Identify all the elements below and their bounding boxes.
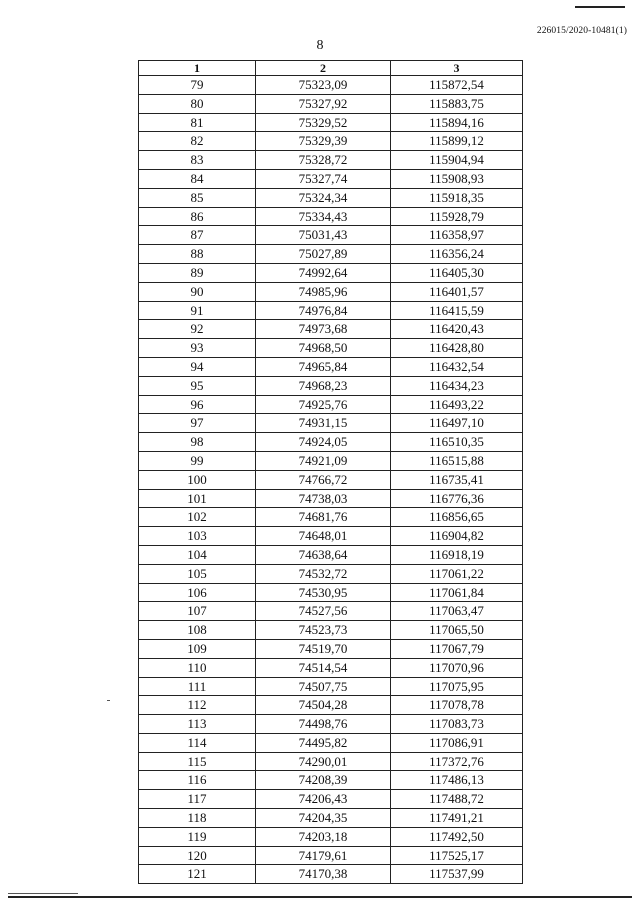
header-row bbox=[139, 61, 523, 76]
x-coordinate-cell: 74204,35 bbox=[256, 809, 391, 828]
y-coordinate-cell: 115883,75 bbox=[391, 94, 523, 113]
table-row bbox=[139, 677, 523, 696]
y-coordinate-cell: 117061,84 bbox=[391, 583, 523, 602]
x-coordinate-cell: 74992,64 bbox=[256, 263, 391, 282]
x-coordinate-cell: 74495,82 bbox=[256, 733, 391, 752]
table-row bbox=[139, 639, 523, 658]
table-row bbox=[139, 771, 523, 790]
x-coordinate-cell: 74523,73 bbox=[256, 621, 391, 640]
margin-mark bbox=[107, 700, 110, 701]
y-coordinate-cell: 116415,59 bbox=[391, 301, 523, 320]
y-coordinate-cell: 117067,79 bbox=[391, 639, 523, 658]
y-coordinate-cell: 116420,43 bbox=[391, 320, 523, 339]
x-coordinate-cell: 75327,74 bbox=[256, 169, 391, 188]
table-row bbox=[139, 809, 523, 828]
table-row bbox=[139, 339, 523, 358]
table-row bbox=[139, 470, 523, 489]
y-coordinate-cell: 117070,96 bbox=[391, 658, 523, 677]
point-number-cell: 109 bbox=[139, 639, 256, 658]
x-coordinate-cell: 74976,84 bbox=[256, 301, 391, 320]
y-coordinate-cell: 117525,17 bbox=[391, 846, 523, 865]
table-row bbox=[139, 132, 523, 151]
x-coordinate-cell: 74532,72 bbox=[256, 564, 391, 583]
table-row bbox=[139, 76, 523, 95]
point-number-cell: 116 bbox=[139, 771, 256, 790]
x-coordinate-cell: 74290,01 bbox=[256, 752, 391, 771]
point-number-cell: 120 bbox=[139, 846, 256, 865]
x-coordinate-cell: 74208,39 bbox=[256, 771, 391, 790]
point-number-cell: 96 bbox=[139, 395, 256, 414]
y-coordinate-cell: 116776,36 bbox=[391, 489, 523, 508]
point-number-cell: 79 bbox=[139, 76, 256, 95]
point-number-cell: 110 bbox=[139, 658, 256, 677]
x-coordinate-cell: 75027,89 bbox=[256, 245, 391, 264]
point-number-cell: 86 bbox=[139, 207, 256, 226]
point-number-cell: 103 bbox=[139, 527, 256, 546]
point-number-cell: 114 bbox=[139, 733, 256, 752]
y-coordinate-cell: 117486,13 bbox=[391, 771, 523, 790]
x-coordinate-cell: 74968,50 bbox=[256, 339, 391, 358]
x-coordinate-cell: 74968,23 bbox=[256, 376, 391, 395]
point-number-cell: 121 bbox=[139, 865, 256, 884]
table-header bbox=[139, 61, 523, 76]
y-coordinate-cell: 116510,35 bbox=[391, 433, 523, 452]
table-row bbox=[139, 433, 523, 452]
table-body bbox=[139, 76, 523, 884]
point-number-cell: 105 bbox=[139, 564, 256, 583]
x-coordinate-cell: 74921,09 bbox=[256, 451, 391, 470]
point-number-cell: 92 bbox=[139, 320, 256, 339]
point-number-cell: 87 bbox=[139, 226, 256, 245]
table-row bbox=[139, 489, 523, 508]
point-number-cell: 99 bbox=[139, 451, 256, 470]
table-row bbox=[139, 790, 523, 809]
y-coordinate-cell: 115904,94 bbox=[391, 151, 523, 170]
point-number-cell: 84 bbox=[139, 169, 256, 188]
point-number-cell: 100 bbox=[139, 470, 256, 489]
x-coordinate-cell: 74514,54 bbox=[256, 658, 391, 677]
point-number-cell: 113 bbox=[139, 715, 256, 734]
x-coordinate-cell: 74925,76 bbox=[256, 395, 391, 414]
point-number-cell: 117 bbox=[139, 790, 256, 809]
point-number-cell: 94 bbox=[139, 357, 256, 376]
y-coordinate-cell: 116493,22 bbox=[391, 395, 523, 414]
x-coordinate-cell: 75031,43 bbox=[256, 226, 391, 245]
point-number-cell: 112 bbox=[139, 696, 256, 715]
y-coordinate-cell: 116735,41 bbox=[391, 470, 523, 489]
table-row bbox=[139, 865, 523, 884]
y-coordinate-cell: 117063,47 bbox=[391, 602, 523, 621]
point-number-cell: 85 bbox=[139, 188, 256, 207]
point-number-cell: 81 bbox=[139, 113, 256, 132]
x-coordinate-cell: 74530,95 bbox=[256, 583, 391, 602]
table-row bbox=[139, 508, 523, 527]
point-number-cell: 101 bbox=[139, 489, 256, 508]
point-number-cell: 106 bbox=[139, 583, 256, 602]
table-row bbox=[139, 113, 523, 132]
y-coordinate-cell: 116918,19 bbox=[391, 545, 523, 564]
bottom-rule bbox=[8, 896, 632, 898]
table-row bbox=[139, 301, 523, 320]
x-coordinate-cell: 74179,61 bbox=[256, 846, 391, 865]
x-coordinate-cell: 74206,43 bbox=[256, 790, 391, 809]
y-coordinate-cell: 117537,99 bbox=[391, 865, 523, 884]
y-coordinate-cell: 116432,54 bbox=[391, 357, 523, 376]
x-coordinate-cell: 74507,75 bbox=[256, 677, 391, 696]
table-row bbox=[139, 451, 523, 470]
column-header-point: 1 bbox=[139, 61, 256, 76]
x-coordinate-cell: 74203,18 bbox=[256, 827, 391, 846]
point-number-cell: 80 bbox=[139, 94, 256, 113]
point-number-cell: 119 bbox=[139, 827, 256, 846]
table-row bbox=[139, 715, 523, 734]
table-row bbox=[139, 696, 523, 715]
point-number-cell: 104 bbox=[139, 545, 256, 564]
x-coordinate-cell: 74498,76 bbox=[256, 715, 391, 734]
point-number-cell: 102 bbox=[139, 508, 256, 527]
table-row bbox=[139, 621, 523, 640]
y-coordinate-cell: 117083,73 bbox=[391, 715, 523, 734]
x-coordinate-cell: 74738,03 bbox=[256, 489, 391, 508]
y-coordinate-cell: 116497,10 bbox=[391, 414, 523, 433]
x-coordinate-cell: 74527,56 bbox=[256, 602, 391, 621]
table-row bbox=[139, 188, 523, 207]
y-coordinate-cell: 115894,16 bbox=[391, 113, 523, 132]
table-row bbox=[139, 320, 523, 339]
y-coordinate-cell: 116434,23 bbox=[391, 376, 523, 395]
table-row bbox=[139, 169, 523, 188]
point-number-cell: 108 bbox=[139, 621, 256, 640]
x-coordinate-cell: 74519,70 bbox=[256, 639, 391, 658]
y-coordinate-cell: 116358,97 bbox=[391, 226, 523, 245]
table-row bbox=[139, 602, 523, 621]
top-right-rule bbox=[575, 6, 625, 8]
table-row bbox=[139, 846, 523, 865]
y-coordinate-cell: 115928,79 bbox=[391, 207, 523, 226]
x-coordinate-cell: 75327,92 bbox=[256, 94, 391, 113]
x-coordinate-cell: 74504,28 bbox=[256, 696, 391, 715]
table-row bbox=[139, 545, 523, 564]
point-number-cell: 82 bbox=[139, 132, 256, 151]
y-coordinate-cell: 115908,93 bbox=[391, 169, 523, 188]
point-number-cell: 118 bbox=[139, 809, 256, 828]
table-row bbox=[139, 207, 523, 226]
point-number-cell: 107 bbox=[139, 602, 256, 621]
table-row bbox=[139, 245, 523, 264]
point-number-cell: 91 bbox=[139, 301, 256, 320]
x-coordinate-cell: 74985,96 bbox=[256, 282, 391, 301]
x-coordinate-cell: 75324,34 bbox=[256, 188, 391, 207]
column-header-y: 3 bbox=[391, 61, 523, 76]
y-coordinate-cell: 116856,65 bbox=[391, 508, 523, 527]
y-coordinate-cell: 116515,88 bbox=[391, 451, 523, 470]
x-coordinate-cell: 74931,15 bbox=[256, 414, 391, 433]
table-row bbox=[139, 564, 523, 583]
table-row bbox=[139, 357, 523, 376]
y-coordinate-cell: 117492,50 bbox=[391, 827, 523, 846]
y-coordinate-cell: 116405,30 bbox=[391, 263, 523, 282]
y-coordinate-cell: 117065,50 bbox=[391, 621, 523, 640]
x-coordinate-cell: 75328,72 bbox=[256, 151, 391, 170]
table-row bbox=[139, 752, 523, 771]
table-row bbox=[139, 94, 523, 113]
y-coordinate-cell: 115918,35 bbox=[391, 188, 523, 207]
x-coordinate-cell: 75334,43 bbox=[256, 207, 391, 226]
y-coordinate-cell: 117488,72 bbox=[391, 790, 523, 809]
table-row bbox=[139, 583, 523, 602]
table-row bbox=[139, 414, 523, 433]
y-coordinate-cell: 115899,12 bbox=[391, 132, 523, 151]
point-number-cell: 95 bbox=[139, 376, 256, 395]
x-coordinate-cell: 74648,01 bbox=[256, 527, 391, 546]
point-number-cell: 89 bbox=[139, 263, 256, 282]
coordinates-table bbox=[138, 60, 523, 884]
y-coordinate-cell: 117061,22 bbox=[391, 564, 523, 583]
table-row bbox=[139, 395, 523, 414]
x-coordinate-cell: 75329,39 bbox=[256, 132, 391, 151]
x-coordinate-cell: 74681,76 bbox=[256, 508, 391, 527]
x-coordinate-cell: 74965,84 bbox=[256, 357, 391, 376]
table-row bbox=[139, 376, 523, 395]
bottom-rule-thin bbox=[8, 893, 78, 894]
x-coordinate-cell: 75329,52 bbox=[256, 113, 391, 132]
x-coordinate-cell: 74973,68 bbox=[256, 320, 391, 339]
point-number-cell: 83 bbox=[139, 151, 256, 170]
point-number-cell: 93 bbox=[139, 339, 256, 358]
y-coordinate-cell: 117078,78 bbox=[391, 696, 523, 715]
table-row bbox=[139, 733, 523, 752]
x-coordinate-cell: 74766,72 bbox=[256, 470, 391, 489]
page-number: 8 bbox=[316, 38, 324, 53]
y-coordinate-cell: 117075,95 bbox=[391, 677, 523, 696]
y-coordinate-cell: 117372,76 bbox=[391, 752, 523, 771]
y-coordinate-cell: 116428,80 bbox=[391, 339, 523, 358]
y-coordinate-cell: 116356,24 bbox=[391, 245, 523, 264]
x-coordinate-cell: 74170,38 bbox=[256, 865, 391, 884]
table-row bbox=[139, 151, 523, 170]
point-number-cell: 88 bbox=[139, 245, 256, 264]
point-number-cell: 111 bbox=[139, 677, 256, 696]
x-coordinate-cell: 74924,05 bbox=[256, 433, 391, 452]
point-number-cell: 115 bbox=[139, 752, 256, 771]
table-row bbox=[139, 263, 523, 282]
x-coordinate-cell: 75323,09 bbox=[256, 76, 391, 95]
point-number-cell: 98 bbox=[139, 433, 256, 452]
y-coordinate-cell: 117491,21 bbox=[391, 809, 523, 828]
point-number-cell: 97 bbox=[139, 414, 256, 433]
y-coordinate-cell: 115872,54 bbox=[391, 76, 523, 95]
y-coordinate-cell: 117086,91 bbox=[391, 733, 523, 752]
column-header-x: 2 bbox=[256, 61, 391, 76]
y-coordinate-cell: 116904,82 bbox=[391, 527, 523, 546]
table-row bbox=[139, 226, 523, 245]
x-coordinate-cell: 74638,64 bbox=[256, 545, 391, 564]
table-row bbox=[139, 527, 523, 546]
table-row bbox=[139, 658, 523, 677]
y-coordinate-cell: 116401,57 bbox=[391, 282, 523, 301]
table-row bbox=[139, 282, 523, 301]
document-reference: 226015/2020-10481(1) bbox=[536, 26, 627, 36]
point-number-cell: 90 bbox=[139, 282, 256, 301]
table-row bbox=[139, 827, 523, 846]
